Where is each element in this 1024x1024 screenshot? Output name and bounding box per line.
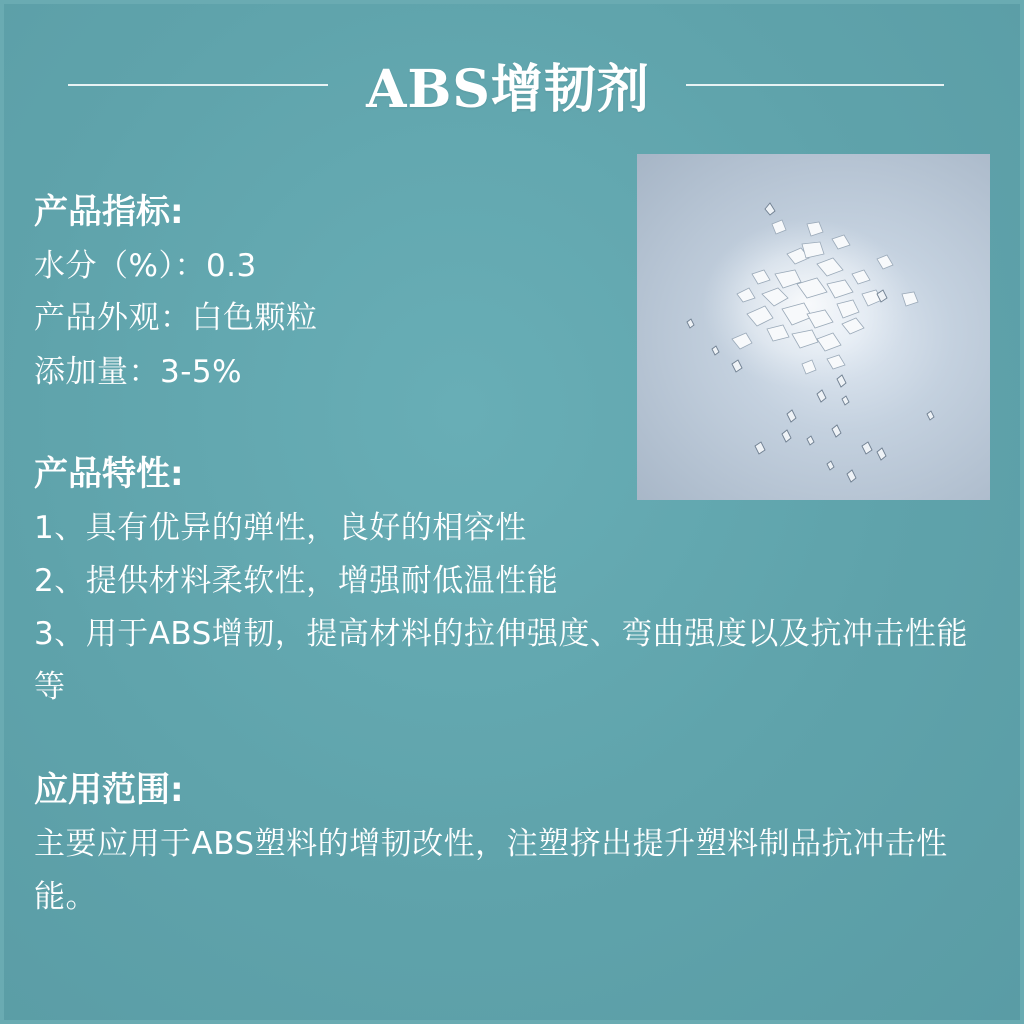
application-heading: 应用范围:: [34, 770, 184, 810]
feature-item-2: 2、提供材料柔软性，增强耐低温性能: [34, 563, 559, 599]
feature-item-1: 1、具有优异的弹性，良好的相容性: [34, 510, 527, 546]
page-title: ABS增韧剂: [366, 59, 650, 120]
page-header: [0, 52, 1024, 128]
spec-appearance: 产品外观：白色颗粒: [34, 300, 318, 336]
header-rule-left: [68, 84, 328, 86]
white-granules-icon: [637, 154, 990, 500]
spec-dosage: 添加量：3-5%: [34, 354, 243, 390]
application-text: 主要应用于ABS塑料的增韧改性，注塑挤出提升塑料制品抗冲击性能。: [34, 826, 948, 915]
features-heading: 产品特性:: [34, 454, 184, 494]
spec-moisture: 水分（%）：0.3: [34, 248, 257, 284]
specs-heading: 产品指标:: [34, 192, 184, 232]
product-photo: [637, 154, 990, 500]
feature-item-3: 3、用于ABS增韧，提高材料的拉伸强度、弯曲强度以及抗冲击性能等: [34, 616, 968, 705]
header-rule-right: [686, 84, 944, 86]
